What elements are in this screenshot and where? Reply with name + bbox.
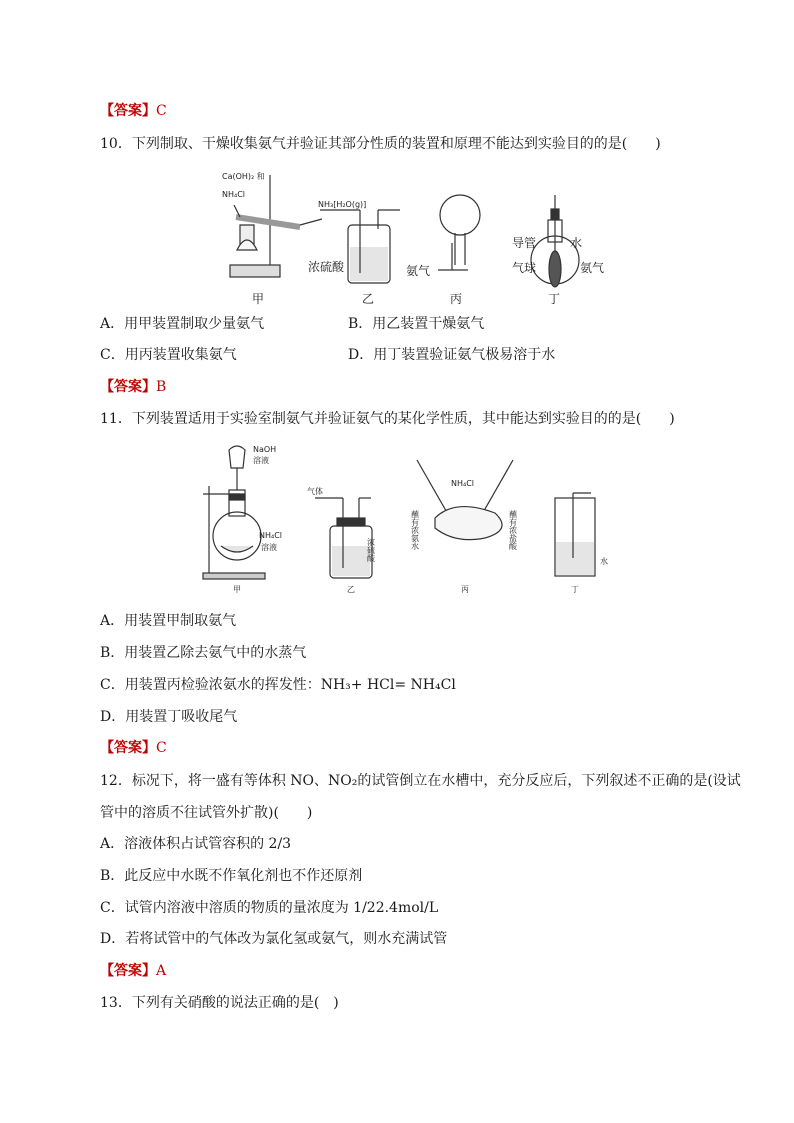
label-nh4cl: NH₄Cl xyxy=(259,531,283,540)
label-qiqiu: 气球 xyxy=(512,261,537,275)
label-right-vertical: 蘸有浓盐酸 xyxy=(508,510,518,550)
label-nh4cl: NH₄Cl xyxy=(222,190,246,199)
q10-option-d: D．用丁装置验证氨气极易溶于水 xyxy=(348,347,556,363)
label-ammonia2: 氨气 xyxy=(580,261,605,275)
answer-q11 xyxy=(100,739,167,757)
answer-q9 xyxy=(100,102,167,120)
answer-value: B xyxy=(156,379,167,395)
label-solution2: 溶液 xyxy=(261,543,277,552)
answer-label: 【答案】 xyxy=(100,379,156,395)
answer-value: C xyxy=(156,103,167,119)
answer-label: 【答案】 xyxy=(100,740,156,756)
q12-option-a: A．溶液体积占试管容积的 2/3 xyxy=(100,836,292,852)
q10-option-b: B．用乙装置干燥氨气 xyxy=(348,316,485,332)
q11-option-a: A．用装置甲制取氨气 xyxy=(100,613,237,629)
label-solution1: 溶液 xyxy=(253,456,269,465)
label-nh4cl-top: NH₄Cl xyxy=(451,479,475,488)
label-caoh2: Ca(OH)₂ 和 xyxy=(222,172,265,181)
q12-option-b: B．此反应中水既不作氧化剂也不作还原剂 xyxy=(100,868,363,884)
question-12-stem-line1: 12．标况下，将一盛有等体积 NO、NO₂的试管倒立在水槽中，充分反应后，下列叙述不正确的是(设试 xyxy=(100,773,741,789)
question-12-stem-line2: 管中的溶质不往试管外扩散)( ) xyxy=(100,805,313,821)
q12-option-d: D．若将试管中的气体改为氯化氢或氨气，则水充满试管 xyxy=(100,931,448,947)
label-conc-h2so4-vertical: 浓硫酸 xyxy=(366,538,376,562)
question-13-stem: 13．下列有关硝酸的说法正确的是( ) xyxy=(100,995,339,1011)
answer-label: 【答案】 xyxy=(100,963,156,979)
q10-option-a: A．用甲装置制取少量氨气 xyxy=(100,316,265,332)
caption-yi: 乙 xyxy=(347,585,355,594)
label-water: 水 xyxy=(600,557,608,566)
answer-value: A xyxy=(156,963,167,979)
q11-option-d: D．用装置丁吸收尾气 xyxy=(100,709,238,725)
label-conc-h2so4: 浓硫酸 xyxy=(308,260,345,274)
caption-ding: 丁 xyxy=(548,292,561,306)
caption-jia: 甲 xyxy=(252,292,265,306)
answer-label: 【答案】 xyxy=(100,103,156,119)
label-gas: 气体 xyxy=(307,487,323,496)
label-naoh: NaOH xyxy=(253,445,277,454)
question-10-stem: 10．下列制取、干燥收集氨气并验证其部分性质的装置和原理不能达到实验目的的是( ) xyxy=(100,136,661,152)
answer-q10 xyxy=(100,378,166,396)
q10-apparatus-figure xyxy=(210,165,610,310)
caption-yi: 乙 xyxy=(362,292,375,306)
answer-value: C xyxy=(156,740,167,756)
answer-q12 xyxy=(100,962,166,980)
label-water: 水 xyxy=(570,236,583,250)
q11-apparatus-figure xyxy=(195,438,625,598)
label-daoguan: 导管 xyxy=(512,236,537,250)
q12-option-c: C．试管内溶液中溶质的物质的量浓度为 1/22.4mol/L xyxy=(100,900,439,916)
label-left-vertical: 蘸有浓氨水 xyxy=(410,510,420,550)
caption-ding: 丁 xyxy=(571,585,579,594)
caption-bing: 丙 xyxy=(461,585,469,594)
q10-option-c: C．用丙装置收集氨气 xyxy=(100,347,237,363)
caption-jia: 甲 xyxy=(233,585,241,594)
label-ammonia: 氨气 xyxy=(406,264,431,278)
q11-option-c: C．用装置丙检验浓氨水的挥发性：NH₃+ HCl= NH₄Cl xyxy=(100,677,456,693)
label-nh3h2o: NH₃[H₂O(g)] xyxy=(318,200,367,209)
caption-bing: 丙 xyxy=(450,292,463,306)
question-11-stem: 11．下列装置适用于实验室制氨气并验证氨气的某化学性质，其中能达到实验目的的是( ) xyxy=(100,411,675,427)
q11-option-b: B．用装置乙除去氨气中的水蒸气 xyxy=(100,645,307,661)
